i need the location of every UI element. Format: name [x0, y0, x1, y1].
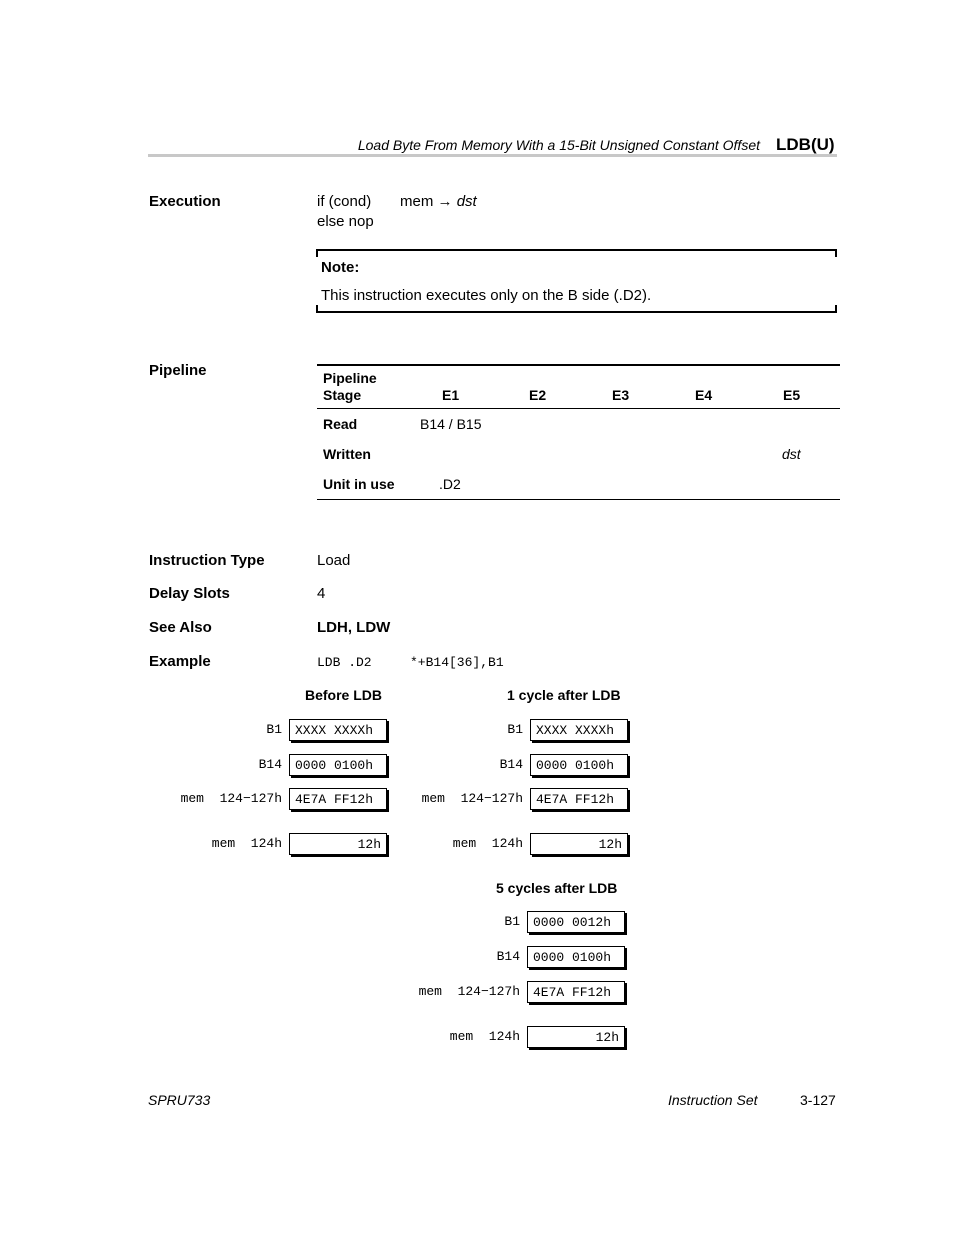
pipeline-header-stage-1: Pipeline — [323, 370, 377, 386]
footer-page: 3-127 — [800, 1092, 836, 1108]
after1-b14-label: B14 — [499, 757, 523, 772]
header-title: Load Byte From Memory With a 15-Bit Unsigned Constant Offset — [357, 137, 760, 153]
pipeline-cell-unit-e1: .D2 — [439, 476, 461, 492]
execution-dst: dst — [456, 193, 477, 210]
example-op: LDB .D2 — [317, 655, 372, 670]
pipeline-header-rule — [317, 408, 840, 409]
pipeline-stage-e1: E1 — [442, 387, 460, 403]
after1-b1-box: XXXX XXXXh — [530, 719, 628, 741]
after1-b1-label: B1 — [507, 722, 523, 737]
pipeline-cell-written-e5: dst — [782, 446, 801, 462]
pipeline-stage-e3: E3 — [612, 387, 630, 403]
execution-else: else nop — [317, 213, 374, 230]
before-b14-box: 0000 0100h — [289, 754, 387, 776]
after1-memrange-box: 4E7A FF12h — [530, 788, 628, 810]
after1-b14-box: 0000 0100h — [530, 754, 628, 776]
header-rule — [148, 154, 837, 157]
example-args: *+B14[36],B1 — [410, 655, 504, 670]
see-also-label: See Also — [149, 619, 212, 636]
note-box — [316, 249, 837, 313]
pipeline-stage-e5: E5 — [783, 387, 801, 403]
before-mem-box: 12h — [289, 833, 387, 855]
execution-cond: if (cond) — [317, 193, 372, 210]
pipeline-cell-read-e1: B14 / B15 — [420, 416, 482, 432]
pipeline-row-read: Read — [323, 416, 358, 432]
instruction-type-label: Instruction Type — [149, 552, 265, 569]
note-text: This instruction executes only on the B side (.D2). — [321, 287, 652, 304]
pipeline-label: Pipeline — [149, 362, 207, 379]
pipeline-header-stage — [323, 370, 377, 404]
after5-b1-label: B1 — [504, 914, 520, 929]
example-label: Example — [149, 653, 211, 670]
before-b14-label: B14 — [258, 757, 282, 772]
after1-memrange-label: mem 124−127h — [421, 791, 523, 806]
after5-b1-box: 0000 0012h — [527, 911, 625, 933]
after5-b14-box: 0000 0100h — [527, 946, 625, 968]
pipeline-stage-e4: E4 — [695, 387, 713, 403]
pipeline-header-stage-2: Stage — [323, 387, 362, 403]
after5-title: 5 cycles after LDB — [496, 880, 618, 896]
execution-label: Execution — [149, 193, 221, 210]
footer-doc-id: SPRU733 — [148, 1092, 211, 1108]
before-memrange-box: 4E7A FF12h — [289, 788, 387, 810]
note-title: Note: — [321, 259, 360, 276]
see-also-value: LDH, LDW — [317, 619, 391, 636]
before-memrange-label: mem 124−127h — [180, 791, 282, 806]
before-b1-label: B1 — [266, 722, 282, 737]
delay-slots-label: Delay Slots — [149, 585, 230, 602]
after1-mem-label: mem 124h — [452, 836, 523, 851]
after5-memrange-label: mem 124−127h — [418, 984, 520, 999]
after5-mem-label: mem 124h — [449, 1029, 520, 1044]
note-tick-br — [835, 305, 837, 311]
after5-mem-box: 12h — [527, 1026, 625, 1048]
pipeline-table-wrap — [317, 364, 840, 500]
instruction-type-value: Load — [317, 552, 351, 569]
header-mnemonic: LDB(U) — [776, 135, 835, 154]
note-tick-tr — [835, 251, 837, 257]
after1-title: 1 cycle after LDB — [507, 687, 621, 703]
execution-mem — [400, 193, 477, 210]
before-mem-label: mem 124h — [211, 836, 282, 851]
footer-section: Instruction Set — [668, 1092, 758, 1108]
delay-slots-value: 4 — [317, 585, 326, 602]
pipeline-stage-e2: E2 — [529, 387, 547, 403]
arrow-icon: → — [437, 193, 453, 210]
after5-b14-label: B14 — [496, 949, 520, 964]
pipeline-row-written: Written — [323, 446, 371, 462]
note-tick-tl — [316, 251, 318, 257]
pipeline-table — [317, 366, 840, 499]
note-tick-bl — [316, 305, 318, 311]
before-title: Before LDB — [305, 687, 383, 703]
after5-memrange-box: 4E7A FF12h — [527, 981, 625, 1003]
execution-mem-text: mem — [400, 193, 434, 210]
after1-mem-box: 12h — [530, 833, 628, 855]
pipeline-row-unit: Unit in use — [323, 476, 395, 492]
before-b1-box: XXXX XXXXh — [289, 719, 387, 741]
